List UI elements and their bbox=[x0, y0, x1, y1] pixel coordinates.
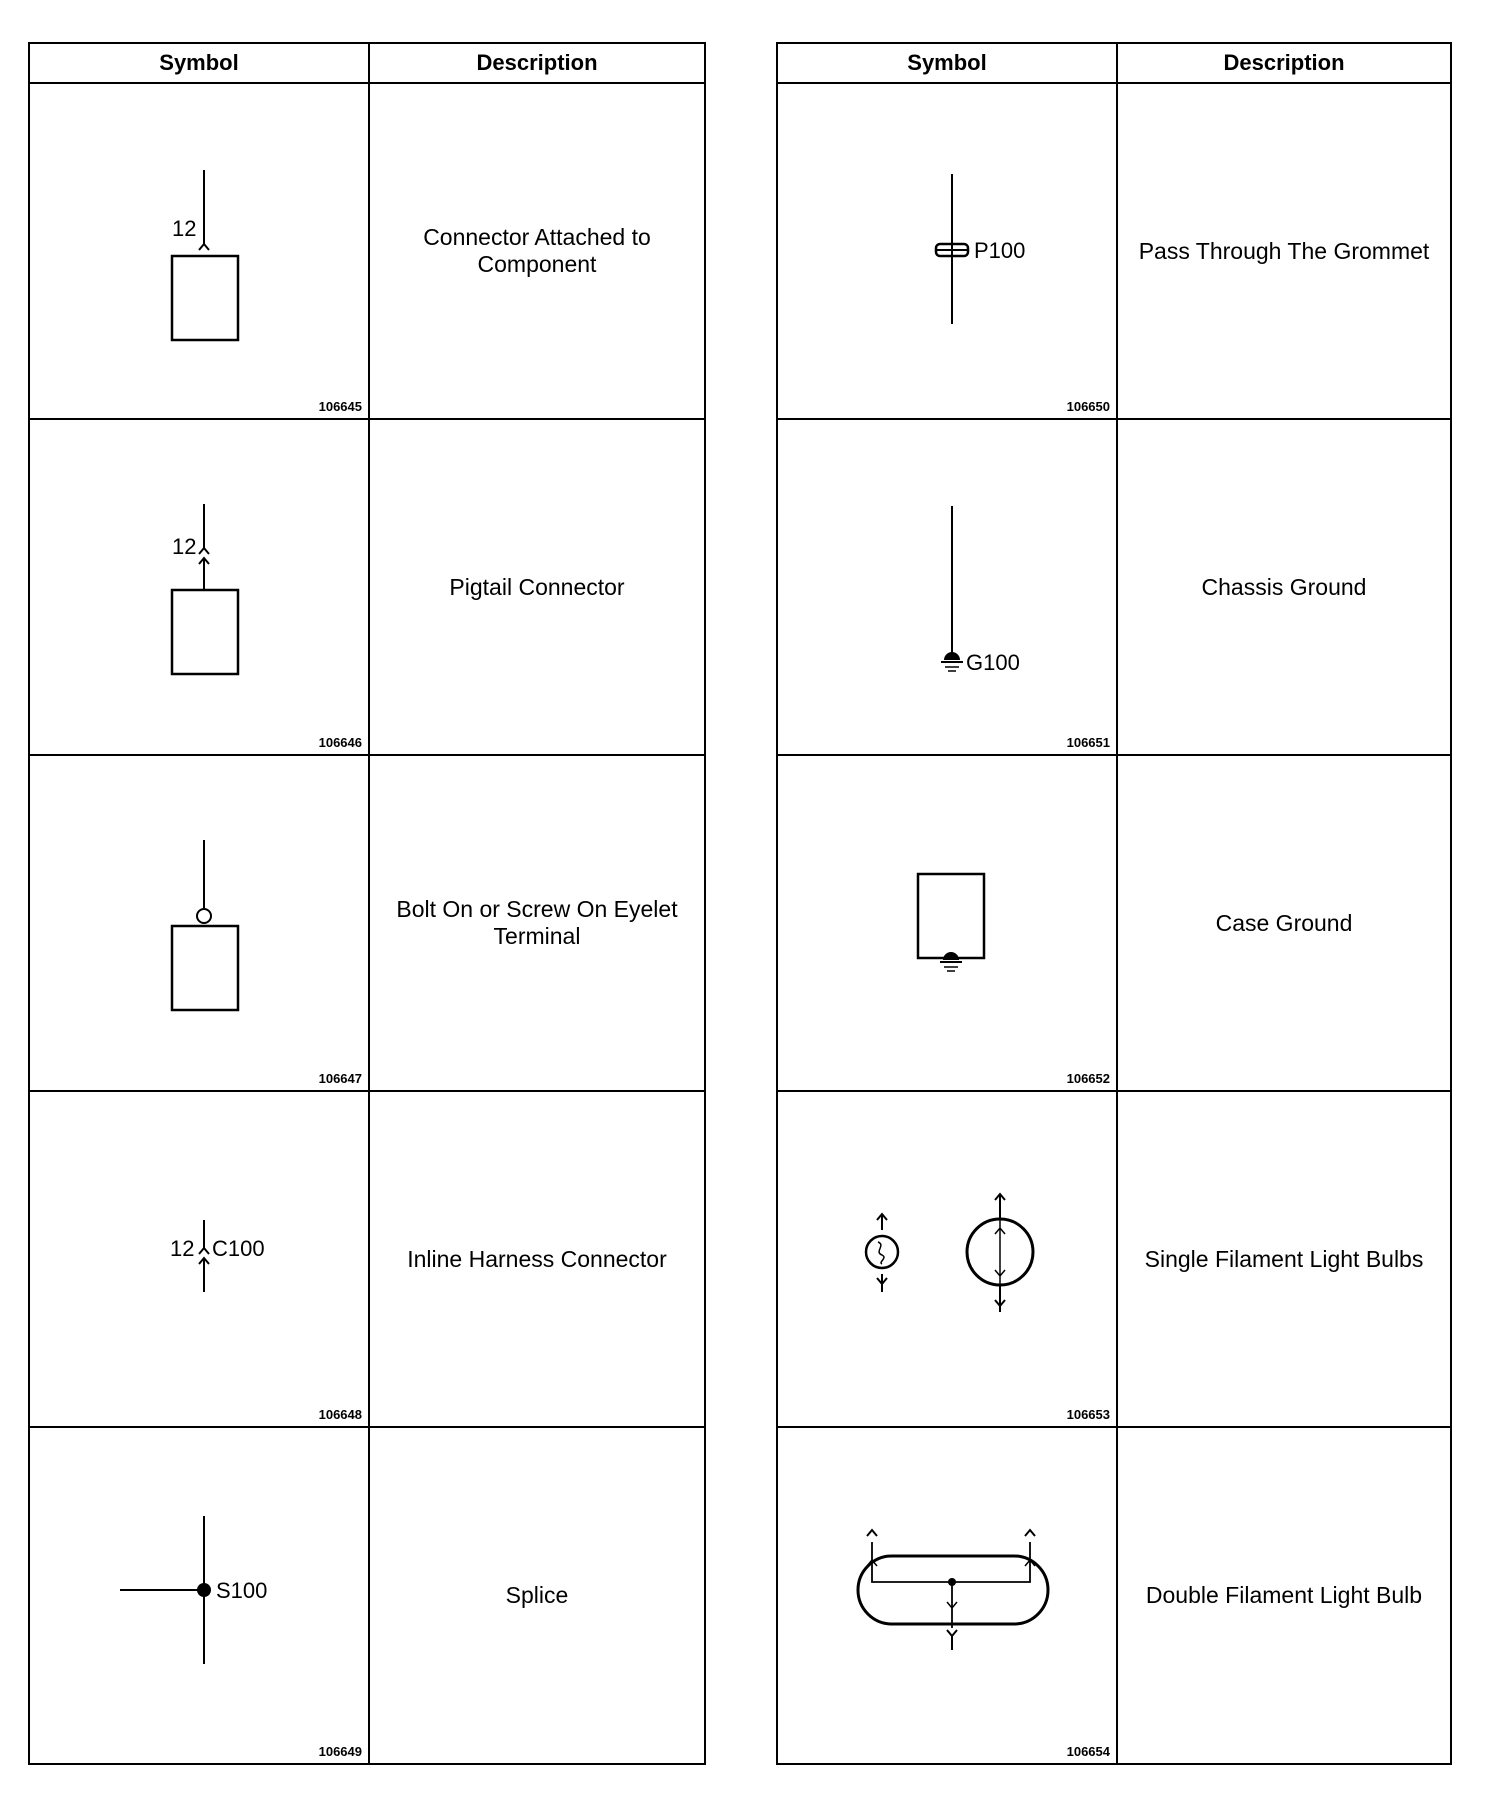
connector-attached-symbol bbox=[30, 84, 368, 420]
figure-id: 106646 bbox=[318, 735, 362, 750]
description-cell: Double Filament Light Bulb bbox=[1145, 1582, 1423, 1608]
figure-id: 106647 bbox=[318, 1071, 362, 1086]
figure-id: 106654 bbox=[1066, 1744, 1110, 1759]
table-row bbox=[778, 420, 1450, 756]
table-header bbox=[778, 44, 1450, 84]
symbol-header: Symbol bbox=[778, 44, 1118, 82]
table-row bbox=[30, 1092, 704, 1428]
description-cell: Case Ground bbox=[1215, 909, 1353, 936]
description-cell: Pass Through The Grommet bbox=[1138, 237, 1430, 264]
symbol-cell bbox=[30, 84, 370, 418]
table-row bbox=[778, 756, 1450, 1092]
description-cell: Chassis Ground bbox=[1201, 573, 1367, 600]
chassis-ground-symbol bbox=[778, 420, 1116, 756]
double-filament-bulb-symbol bbox=[778, 1428, 1116, 1763]
grommet-symbol bbox=[778, 84, 1116, 420]
figure-id: 106648 bbox=[318, 1407, 362, 1422]
wire-number: 12 bbox=[170, 1236, 195, 1261]
table-row bbox=[30, 84, 704, 420]
description-header: Description bbox=[476, 50, 598, 75]
symbol-table-right bbox=[776, 42, 1452, 1765]
symbol-cell bbox=[778, 756, 1118, 1090]
wire-number: 12 bbox=[172, 534, 197, 559]
table-header bbox=[30, 44, 704, 84]
single-filament-bulbs-symbol bbox=[778, 1092, 1116, 1428]
symbol-cell bbox=[30, 1428, 370, 1763]
connector-label: C100 bbox=[212, 1236, 265, 1261]
figure-id: 106649 bbox=[318, 1744, 362, 1759]
symbol-header: Symbol bbox=[30, 44, 370, 82]
grommet-label: P100 bbox=[974, 238, 1026, 263]
eyelet-terminal-symbol bbox=[30, 756, 368, 1092]
table-row bbox=[778, 84, 1450, 420]
wire-number: 12 bbox=[172, 216, 197, 241]
pigtail-connector-symbol bbox=[30, 420, 368, 756]
symbol-table-left bbox=[28, 42, 706, 1765]
symbol-cell bbox=[30, 1092, 370, 1426]
symbol-cell bbox=[778, 1428, 1118, 1763]
ground-label: G100 bbox=[966, 650, 1020, 675]
figure-id: 106651 bbox=[1066, 735, 1110, 750]
splice-symbol bbox=[30, 1428, 368, 1763]
description-cell: Pigtail Connector bbox=[449, 573, 625, 600]
symbol-cell bbox=[778, 1092, 1118, 1426]
table-row bbox=[778, 1092, 1450, 1428]
description-cell: Inline Harness Connector bbox=[407, 1245, 667, 1272]
symbol-cell bbox=[30, 756, 370, 1090]
description-header: Description bbox=[1223, 50, 1345, 75]
description-cell: Splice bbox=[505, 1582, 569, 1608]
case-ground-symbol bbox=[778, 756, 1116, 1092]
figure-id: 106645 bbox=[318, 399, 362, 414]
splice-label: S100 bbox=[216, 1578, 268, 1603]
figure-id: 106652 bbox=[1066, 1071, 1110, 1086]
table-row bbox=[30, 420, 704, 756]
inline-harness-connector-symbol bbox=[30, 1092, 368, 1428]
symbol-cell bbox=[778, 420, 1118, 754]
symbol-cell bbox=[778, 84, 1118, 418]
symbol-cell bbox=[30, 420, 370, 754]
description-cell: Bolt On or Screw On Eyelet Terminal bbox=[396, 896, 678, 949]
table-row bbox=[30, 756, 704, 1092]
table-row bbox=[30, 1428, 704, 1763]
table-row bbox=[778, 1428, 1450, 1763]
figure-id: 106650 bbox=[1066, 399, 1110, 414]
description-cell: Single Filament Light Bulbs bbox=[1144, 1245, 1424, 1272]
description-cell: Connector Attached to Component bbox=[423, 224, 651, 277]
figure-id: 106653 bbox=[1066, 1407, 1110, 1422]
